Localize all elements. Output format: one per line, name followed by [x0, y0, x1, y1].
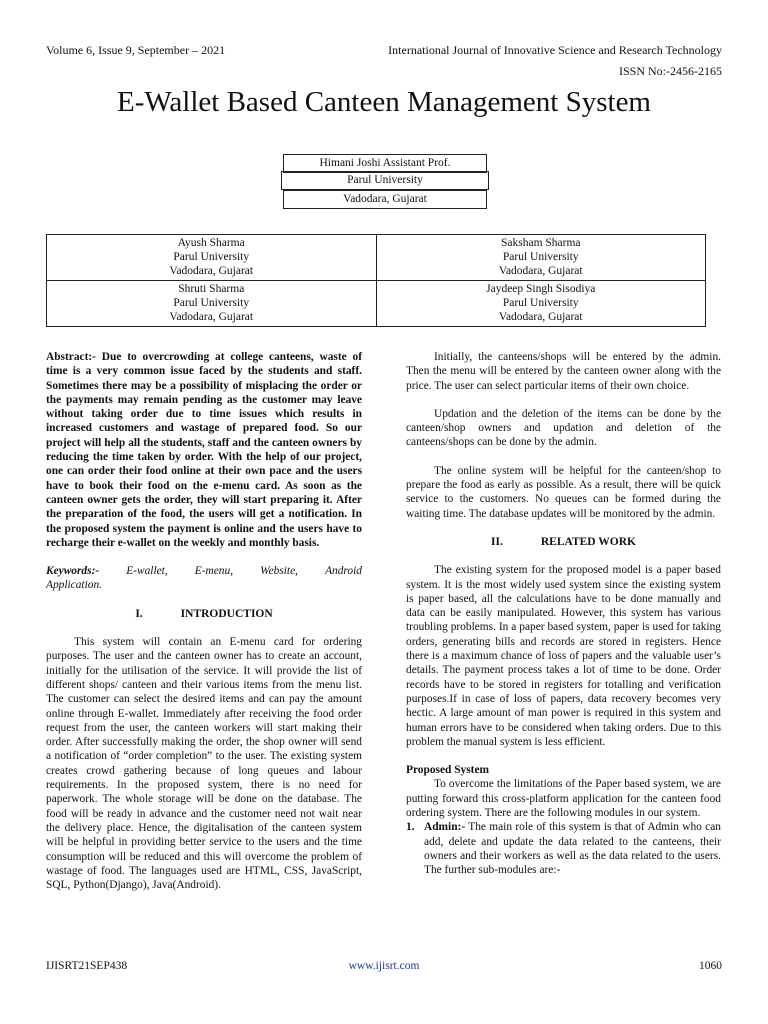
abstract: Abstract:- Due to overcrowding at college canteens, waste of time is a very common issue faced by the students and staff. Sometimes there may be a possibility of misplacing the order or the payments may remain pending as the customer may leave without taking order due to time issues which results in increased customers and wastage of prepared food. So our project will help all the students, staff and the canteen owners by reducing the time taken by order. With the help of our project, one can order their food online at their own pace and the users have to book their food on the e-menu card. As soon as the canteen owner gets the order, they will start preparing it. After the preparation of the food, the users will get a notification. In the proposed system the payment is online and the users have to recharge their e-wallet on the weekly and monthly basis.	[46, 351, 362, 549]
author-cell	[376, 235, 706, 281]
keywords	[46, 564, 362, 578]
left-column	[46, 350, 362, 892]
author-affiliation: Parul University	[502, 297, 579, 309]
author-table	[46, 234, 706, 327]
list-text	[424, 820, 721, 877]
section-heading-introduction	[46, 607, 362, 621]
author-affiliation: Parul University	[173, 251, 250, 263]
section-title: INTRODUCTION	[180, 607, 273, 620]
section-number: II.	[491, 535, 503, 548]
author-affiliation: Parul University	[173, 297, 250, 309]
supervisor-name: Himani Joshi Assistant Prof.	[283, 154, 487, 173]
keyword-last: Application.	[46, 579, 102, 592]
footer-paper-id: IJISRT21SEP438	[46, 960, 128, 972]
author-location: Vadodara, Gujarat	[169, 311, 254, 323]
author-name: Ayush Sharma	[177, 237, 245, 249]
list-body: The main role of this system is that of Admin who can add, delete and update the data related to the canteens, their owners and their workers as well as the data related to the users. The further sub-modules are:-	[424, 821, 721, 877]
keyword: Android	[325, 565, 362, 578]
author-name: Shruti Sharma	[178, 283, 245, 295]
journal-name: International Journal of Innovative Science and Research Technology	[388, 43, 722, 57]
supervisor-location: Vadodara, Gujarat	[283, 190, 487, 209]
paper-title: E-Wallet Based Canteen Management System	[116, 86, 651, 118]
paragraph: The online system will be helpful for the canteen/shop to prepare the food as early as possible. As a result, there will be quick service to the customers. No queues can be formed during the waiting time. The database updates will be monitored by the admin.	[406, 464, 721, 520]
list-item	[406, 820, 721, 877]
author-location: Vadodara, Gujarat	[498, 311, 583, 323]
keyword: Website,	[260, 565, 298, 578]
keyword: E-menu,	[194, 565, 234, 578]
related-work-text: The existing system for the proposed model is a paper based system. It is the most widely used system since the existing system is paper based, all the calculations have to be done manually and data can be easily manipulated. However, this system has various troubling problems. In a paper based system, paper is used for taking orders, generating bills and records are stored in registers. Hence there is a maximum chance of loss of papers and the valuable user’s details. The payment process takes a lot of time to be done. Order records have to be stored in registers for totalling and verification purposes.If in case of loss of papers, data recovery becomes very hectic. A large amount of man power is required in this system and human errors have to be considered when taking orders. Due to this problem the manual system is less efficient.	[406, 564, 721, 748]
section-number: I.	[135, 607, 143, 620]
journal-volume: Volume 6, Issue 9, September – 2021	[46, 43, 226, 57]
keywords-label: Keywords:-	[46, 565, 100, 578]
right-column	[406, 350, 721, 878]
author-location: Vadodara, Gujarat	[498, 265, 583, 277]
list-label: Admin:-	[424, 821, 466, 834]
issn: ISSN No:-2456-2165	[618, 64, 722, 78]
subsection-heading-proposed-system: Proposed System	[406, 764, 490, 777]
author-name: Saksham Sharma	[500, 237, 581, 249]
author-cell	[376, 281, 706, 327]
keyword: E-wallet,	[126, 565, 168, 578]
author-affiliation: Parul University	[502, 251, 579, 263]
section-heading-related-work	[406, 535, 721, 549]
list-number: 1.	[406, 821, 415, 834]
section-title: RELATED WORK	[540, 535, 636, 548]
author-cell	[47, 281, 377, 327]
paragraph: Initially, the canteens/shops will be entered by the admin. Then the menu will be entered by the canteen owner along with the price. The user can select particular items of their own choice.	[406, 351, 721, 392]
author-name: Jaydeep Singh Sisodiya	[486, 283, 596, 295]
supervisor-affiliation: Parul University	[281, 171, 489, 190]
author-cell	[47, 235, 377, 281]
footer-website-link[interactable]: www.ijisrt.com	[348, 960, 420, 972]
paragraph: Updation and the deletion of the items can be done by the canteen/shop owners and updation and deletion of the canteens/shops can be done by the admin.	[406, 407, 721, 449]
proposed-system-text: To overcome the limitations of the Paper based system, we are putting forward this cross-platform application for the canteen food ordering system. There are the following modules in our system.	[406, 778, 721, 820]
author-location: Vadodara, Gujarat	[169, 265, 254, 277]
introduction-text: This system will contain an E-menu card for ordering purposes. The user and the canteen owner has to create an account, initially for the utilisation of the service. It will provide the list of different shops/ canteen and their various items from the menu list. The customer can select the desired items and can pay the amount online through E-wallet. Immediately after receiving the food order request from the user, the canteen workers will start making their order. After successfully making the order, the shop owner will send a notification of “order completion” to the user. The existing system creates crowd gathering because of long queues and labour requirements. In the proposed system, there is no need for paperwork. The whole storage will be done on the database. The food will be ready in advance and the customer need not wait near the delivery place. Hence, the digitalisation of the canteen system will be helpful in providing better service to the users and the time consumption will be reduced and this will overcome the problem of wastage of food. The languages used are HTML, CSS, JavaScript, SQL, Python(Django), Java(Android).	[46, 636, 362, 892]
footer-page-number: 1060	[699, 960, 722, 972]
